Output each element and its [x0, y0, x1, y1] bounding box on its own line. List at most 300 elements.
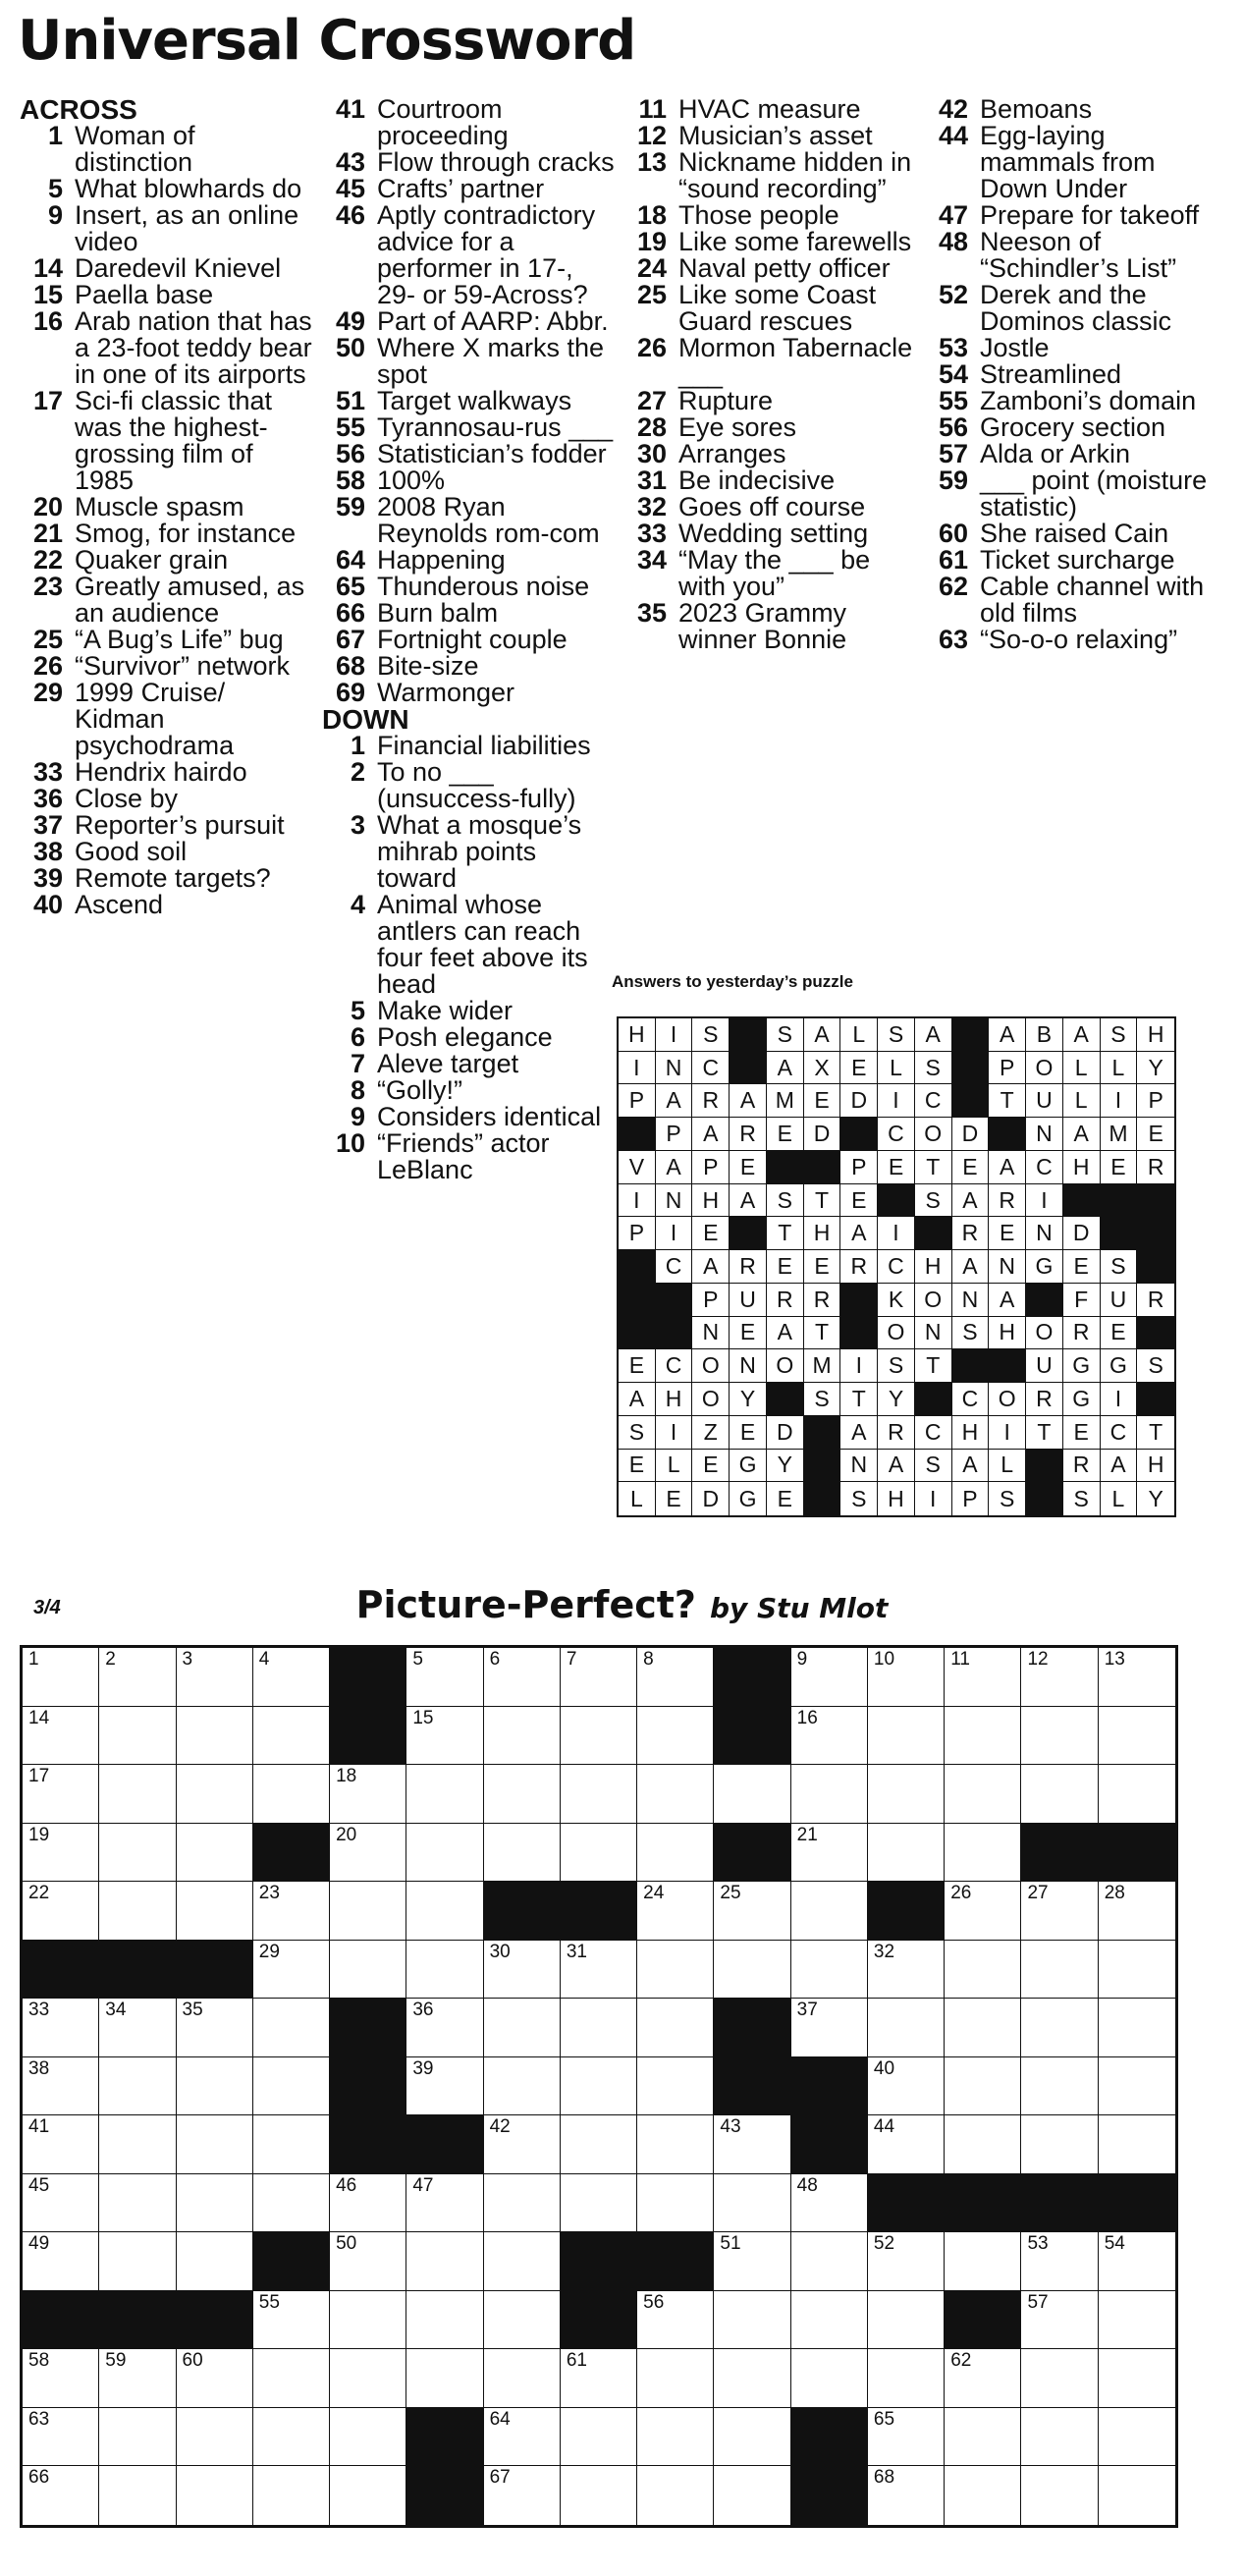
- puzzle-cell[interactable]: [791, 1999, 868, 2057]
- puzzle-cell[interactable]: [1099, 1765, 1175, 1824]
- puzzle-cell[interactable]: [253, 2174, 330, 2233]
- puzzle-cell[interactable]: [1099, 1882, 1175, 1941]
- puzzle-cell[interactable]: [637, 1765, 714, 1824]
- cell-number: 3: [182, 1649, 193, 1670]
- puzzle-cell[interactable]: [330, 2466, 406, 2525]
- puzzle-cell[interactable]: [484, 1999, 561, 2057]
- puzzle-cell[interactable]: [637, 1824, 714, 1883]
- puzzle-cell[interactable]: [253, 2408, 330, 2467]
- puzzle-cell[interactable]: [253, 2349, 330, 2408]
- puzzle-cell[interactable]: [868, 2466, 945, 2525]
- clue-number: 54: [938, 359, 968, 389]
- clue-number: 46: [335, 200, 365, 230]
- puzzle-cell[interactable]: [330, 2232, 406, 2291]
- puzzle-cell[interactable]: [868, 2057, 945, 2116]
- puzzle-cell[interactable]: [23, 1824, 99, 1883]
- puzzle-cell[interactable]: [177, 2232, 253, 2291]
- puzzle-cell[interactable]: [1021, 2291, 1098, 2350]
- puzzle-cell[interactable]: [1099, 1648, 1175, 1707]
- answer-cell: E: [1063, 1416, 1101, 1450]
- clue-number: 59: [335, 492, 365, 521]
- puzzle-cell[interactable]: [1021, 2057, 1098, 2116]
- puzzle-cell[interactable]: [1099, 2349, 1175, 2408]
- puzzle-cell[interactable]: [406, 1765, 483, 1824]
- down-clue: [322, 1024, 617, 1051]
- clue-number: 32: [636, 492, 667, 521]
- puzzle-cell[interactable]: [791, 1765, 868, 1824]
- answer-black-square: [767, 1151, 804, 1184]
- puzzle-cell[interactable]: [868, 2115, 945, 2174]
- puzzle-cell[interactable]: [561, 2466, 637, 2525]
- puzzle-cell[interactable]: [177, 2057, 253, 2116]
- puzzle-cell[interactable]: [868, 1999, 945, 2057]
- puzzle-cell[interactable]: [23, 2232, 99, 2291]
- clue-text: Rupture: [678, 386, 774, 415]
- puzzle-cell[interactable]: [791, 1824, 868, 1883]
- puzzle-cell[interactable]: [637, 1941, 714, 2000]
- puzzle-cell[interactable]: [714, 2115, 790, 2174]
- puzzle-cell[interactable]: [406, 2291, 483, 2350]
- across-clue: [20, 786, 314, 812]
- puzzle-cell[interactable]: [23, 1765, 99, 1824]
- puzzle-cell[interactable]: [868, 1824, 945, 1883]
- answer-cell: E: [656, 1482, 693, 1515]
- answer-cell: H: [656, 1383, 693, 1416]
- puzzle-cell[interactable]: [253, 1999, 330, 2057]
- puzzle-cell[interactable]: [714, 1882, 790, 1941]
- puzzle-cell[interactable]: [406, 1648, 483, 1707]
- puzzle-cell[interactable]: [791, 2349, 868, 2408]
- puzzle-cell[interactable]: [23, 2174, 99, 2233]
- puzzle-cell[interactable]: [714, 1941, 790, 2000]
- puzzle-cell[interactable]: [637, 2466, 714, 2525]
- puzzle-cell[interactable]: [406, 1999, 483, 2057]
- answer-black-square: [840, 1118, 878, 1151]
- puzzle-cell[interactable]: [484, 1765, 561, 1824]
- clue-text: Aleve target: [377, 1049, 519, 1078]
- puzzle-cell[interactable]: [99, 2174, 176, 2233]
- puzzle-cell[interactable]: [791, 2174, 868, 2233]
- clue-text: Eye sores: [678, 412, 797, 442]
- puzzle-cell[interactable]: [253, 2115, 330, 2174]
- puzzle-cell[interactable]: [1021, 2349, 1098, 2408]
- answer-cell: C: [915, 1084, 952, 1118]
- answer-cell: H: [1063, 1151, 1101, 1184]
- puzzle-cell[interactable]: [637, 2174, 714, 2233]
- puzzle-cell[interactable]: [330, 2349, 406, 2408]
- puzzle-cell[interactable]: [406, 1941, 483, 2000]
- answer-cell: S: [915, 1450, 952, 1483]
- down-heading: DOWN: [322, 704, 409, 735]
- across-clue: [20, 812, 314, 839]
- clue-number: 33: [32, 757, 63, 787]
- answer-black-square: [1026, 1450, 1063, 1483]
- puzzle-cell[interactable]: [99, 1707, 176, 1766]
- puzzle-cell[interactable]: [23, 1882, 99, 1941]
- answer-cell: R: [730, 1250, 767, 1284]
- puzzle-cell[interactable]: [99, 1765, 176, 1824]
- cell-number: 57: [1027, 2291, 1049, 2313]
- puzzle-cell[interactable]: [791, 1882, 868, 1941]
- puzzle-cell[interactable]: [253, 1765, 330, 1824]
- across-clue: [20, 388, 314, 494]
- puzzle-cell[interactable]: [253, 1882, 330, 1941]
- puzzle-cell[interactable]: [637, 2291, 714, 2350]
- answer-cell: U: [1101, 1284, 1138, 1317]
- across-clue: [322, 176, 617, 202]
- down-clue: [623, 441, 918, 467]
- answer-cell: G: [1026, 1250, 1063, 1284]
- puzzle-cell[interactable]: [714, 2174, 790, 2233]
- puzzle-cell[interactable]: [406, 2057, 483, 2116]
- puzzle-cell[interactable]: [561, 1765, 637, 1824]
- puzzle-cell[interactable]: [868, 1941, 945, 2000]
- puzzle-cell[interactable]: [406, 2174, 483, 2233]
- puzzle-cell[interactable]: [484, 1824, 561, 1883]
- answer-cell: S: [878, 1018, 915, 1052]
- puzzle-cell[interactable]: [561, 2057, 637, 2116]
- answer-cell: A: [952, 1450, 990, 1483]
- puzzle-cell[interactable]: [253, 1941, 330, 2000]
- puzzle-cell[interactable]: [484, 1648, 561, 1707]
- puzzle-cell[interactable]: [99, 1648, 176, 1707]
- cell-number: 25: [720, 1883, 741, 1904]
- clue-number: 23: [32, 572, 63, 601]
- answer-cell: A: [989, 1284, 1026, 1317]
- clue-number: 67: [335, 625, 365, 654]
- answer-black-square: [989, 1118, 1026, 1151]
- puzzle-cell[interactable]: [484, 2408, 561, 2467]
- down-clue: [623, 494, 918, 521]
- answer-cell: S: [915, 1052, 952, 1085]
- clue-text: Muscle spasm: [75, 492, 244, 521]
- puzzle-cell[interactable]: [561, 1707, 637, 1766]
- clue-text: Bite-size: [377, 651, 479, 681]
- cell-number: 19: [28, 1824, 50, 1845]
- puzzle-cell[interactable]: [406, 2232, 483, 2291]
- down-clue: [623, 149, 918, 202]
- across-clue: [322, 202, 617, 308]
- puzzle-cell[interactable]: [99, 1882, 176, 1941]
- puzzle-cell[interactable]: [1099, 2232, 1175, 2291]
- clue-text: Crafts’ partner: [377, 174, 545, 203]
- cell-number: 50: [336, 2233, 357, 2255]
- clue-text: Reporter’s pursuit: [75, 810, 285, 840]
- answer-cell: O: [878, 1317, 915, 1350]
- puzzle-cell[interactable]: [791, 2232, 868, 2291]
- clue-text: “Golly!”: [377, 1075, 462, 1105]
- answer-cell: A: [952, 1250, 990, 1284]
- puzzle-cell[interactable]: [945, 2115, 1021, 2174]
- puzzle-cell[interactable]: [714, 2466, 790, 2525]
- puzzle-cell[interactable]: [99, 2057, 176, 2116]
- across-clue: [20, 574, 314, 627]
- black-square: [177, 2291, 253, 2350]
- puzzle-cell[interactable]: [99, 1824, 176, 1883]
- puzzle-cell[interactable]: [23, 2115, 99, 2174]
- clue-text: Animal whose antlers can reach four feet above its head: [377, 890, 588, 999]
- puzzle-cell[interactable]: [791, 1707, 868, 1766]
- puzzle-cell[interactable]: [99, 1999, 176, 2057]
- puzzle-cell[interactable]: [253, 1648, 330, 1707]
- puzzle-cell[interactable]: [484, 2466, 561, 2525]
- puzzle-cell[interactable]: [561, 2349, 637, 2408]
- puzzle-cell[interactable]: [637, 2349, 714, 2408]
- puzzle-cell[interactable]: [561, 2408, 637, 2467]
- answer-cell: E: [1101, 1151, 1138, 1184]
- puzzle-cell[interactable]: [1099, 2291, 1175, 2350]
- puzzle-cell[interactable]: [23, 1707, 99, 1766]
- answer-cell: G: [730, 1450, 767, 1483]
- puzzle-cell[interactable]: [714, 2291, 790, 2350]
- clue-number: 50: [335, 333, 365, 362]
- puzzle-cell[interactable]: [637, 2408, 714, 2467]
- puzzle-cell[interactable]: [406, 1707, 483, 1766]
- puzzle-cell[interactable]: [484, 2349, 561, 2408]
- puzzle-cell[interactable]: [1021, 1941, 1098, 2000]
- across-clue: [20, 521, 314, 547]
- answer-cell: N: [915, 1317, 952, 1350]
- puzzle-cell[interactable]: [99, 2466, 176, 2525]
- answer-cell: N: [840, 1450, 878, 1483]
- puzzle-cell[interactable]: [23, 2408, 99, 2467]
- clue-text: Warmonger: [377, 678, 515, 707]
- clue-number: 57: [938, 439, 968, 468]
- answer-cell: A: [878, 1450, 915, 1483]
- puzzle-cell[interactable]: [791, 1941, 868, 2000]
- puzzle-byline: by Stu Mlot: [709, 1592, 889, 1624]
- puzzle-cell[interactable]: [484, 2057, 561, 2116]
- puzzle-cell[interactable]: [177, 1999, 253, 2057]
- puzzle-cell[interactable]: [1099, 2115, 1175, 2174]
- puzzle-cell[interactable]: [1021, 1882, 1098, 1941]
- puzzle-cell[interactable]: [23, 2057, 99, 2116]
- answer-cell: N: [989, 1250, 1026, 1284]
- puzzle-cell[interactable]: [637, 1882, 714, 1941]
- puzzle-cell[interactable]: [177, 2466, 253, 2525]
- answer-cell: Y: [1148, 1485, 1163, 1511]
- answer-black-square: [915, 1217, 952, 1250]
- black-square: [714, 1999, 790, 2057]
- puzzle-cell[interactable]: [1099, 1999, 1175, 2057]
- puzzle-cell[interactable]: [330, 1765, 406, 1824]
- answer-cell: T: [915, 1349, 952, 1383]
- puzzle-cell[interactable]: [253, 2291, 330, 2350]
- puzzle-cell[interactable]: [23, 1999, 99, 2057]
- puzzle-cell[interactable]: [1021, 1999, 1098, 2057]
- puzzle-cell[interactable]: [177, 1882, 253, 1941]
- cell-number: 52: [873, 2233, 895, 2255]
- puzzle-cell[interactable]: [868, 1648, 945, 1707]
- clue-number: 26: [636, 333, 667, 362]
- puzzle-cell[interactable]: [406, 1824, 483, 1883]
- answer-black-square: [804, 1482, 841, 1515]
- puzzle-cell[interactable]: [177, 2349, 253, 2408]
- puzzle-cell[interactable]: [484, 1941, 561, 2000]
- puzzle-cell[interactable]: [1099, 1941, 1175, 2000]
- answer-cell: H: [989, 1317, 1026, 1350]
- puzzle-cell[interactable]: [637, 1707, 714, 1766]
- puzzle-cell[interactable]: [1099, 1707, 1175, 1766]
- down-clue: [623, 255, 918, 282]
- answer-cell: S: [1101, 1250, 1138, 1284]
- puzzle-cell[interactable]: [1099, 2408, 1175, 2467]
- answer-cell: D: [692, 1482, 730, 1515]
- cell-number: 34: [105, 2000, 127, 2021]
- down-clue: [623, 282, 918, 335]
- cell-number: 21: [796, 1824, 818, 1845]
- answer-cell: O: [1026, 1052, 1063, 1085]
- puzzle-cell[interactable]: [99, 2232, 176, 2291]
- cell-number: 60: [182, 2350, 203, 2372]
- puzzle-cell[interactable]: [945, 1765, 1021, 1824]
- puzzle-cell[interactable]: [561, 1648, 637, 1707]
- puzzle-cell[interactable]: [945, 2408, 1021, 2467]
- black-square: [791, 2057, 868, 2116]
- cell-number: 49: [28, 2233, 50, 2255]
- across-clue: [20, 308, 314, 388]
- puzzle-cell[interactable]: [406, 2349, 483, 2408]
- puzzle-cell[interactable]: [99, 2408, 176, 2467]
- puzzle-cell[interactable]: [868, 2291, 945, 2350]
- down-clue: [925, 229, 1219, 282]
- puzzle-cell[interactable]: [99, 2349, 176, 2408]
- puzzle-cell[interactable]: [23, 2466, 99, 2525]
- puzzle-cell[interactable]: [868, 2349, 945, 2408]
- clue-text: Quaker grain: [75, 545, 229, 575]
- puzzle-cell[interactable]: [484, 2291, 561, 2350]
- puzzle-cell[interactable]: [714, 1765, 790, 1824]
- puzzle-cell[interactable]: [484, 2115, 561, 2174]
- puzzle-cell[interactable]: [791, 2291, 868, 2350]
- puzzle-cell[interactable]: [484, 2232, 561, 2291]
- clue-text: Neeson of “Schindler’s List”: [980, 227, 1177, 283]
- clue-text: Nickname hidden in “sound recording”: [678, 147, 912, 203]
- clue-number: 8: [350, 1075, 365, 1105]
- answer-cell: T: [804, 1317, 841, 1350]
- puzzle-cell[interactable]: [177, 2115, 253, 2174]
- puzzle-cell[interactable]: [177, 1765, 253, 1824]
- puzzle-cell[interactable]: [177, 1707, 253, 1766]
- puzzle-cell[interactable]: [484, 2174, 561, 2233]
- puzzle-cell[interactable]: [1021, 2232, 1098, 2291]
- puzzle-cell[interactable]: [561, 2174, 637, 2233]
- puzzle-cell[interactable]: [637, 2115, 714, 2174]
- clue-text: Make wider: [377, 996, 514, 1025]
- puzzle-cell[interactable]: [330, 2174, 406, 2233]
- puzzle-cell[interactable]: [561, 1999, 637, 2057]
- puzzle-cell[interactable]: [945, 2232, 1021, 2291]
- across-clue: [20, 653, 314, 680]
- puzzle-cell[interactable]: [868, 1765, 945, 1824]
- puzzle-cell[interactable]: [23, 1648, 99, 1707]
- puzzle-cell[interactable]: [99, 2115, 176, 2174]
- puzzle-cell[interactable]: [945, 1707, 1021, 1766]
- puzzle-cell[interactable]: [561, 2115, 637, 2174]
- puzzle-cell[interactable]: [945, 2349, 1021, 2408]
- black-square: [561, 2232, 637, 2291]
- puzzle-cell[interactable]: [714, 2408, 790, 2467]
- answer-cell: Y: [767, 1450, 804, 1483]
- puzzle-cell[interactable]: [637, 2057, 714, 2116]
- cell-number: 48: [796, 2174, 818, 2196]
- puzzle-cell[interactable]: [177, 1824, 253, 1883]
- puzzle-cell[interactable]: [945, 1824, 1021, 1883]
- puzzle-cell[interactable]: [868, 1707, 945, 1766]
- puzzle-cell[interactable]: [1021, 2466, 1098, 2525]
- black-square: [330, 1648, 406, 1707]
- puzzle-cell[interactable]: [868, 2408, 945, 2467]
- puzzle-cell[interactable]: [330, 1882, 406, 1941]
- answer-cell: R: [878, 1416, 915, 1450]
- clue-number: 42: [938, 94, 968, 124]
- puzzle-cell[interactable]: [484, 1707, 561, 1766]
- puzzle-cell[interactable]: [945, 1648, 1021, 1707]
- answer-cell: E: [840, 1184, 878, 1218]
- puzzle-cell[interactable]: [791, 1648, 868, 1707]
- clue-text: To no ___ (unsuccess-fully): [377, 757, 576, 813]
- across-clue: [322, 414, 617, 441]
- puzzle-cell[interactable]: [1021, 1707, 1098, 1766]
- puzzle-cell[interactable]: [945, 1882, 1021, 1941]
- puzzle-cell[interactable]: [714, 2232, 790, 2291]
- puzzle-cell[interactable]: [1021, 2408, 1098, 2467]
- clue-number: 47: [938, 200, 968, 230]
- answer-cell: A: [989, 1151, 1026, 1184]
- puzzle-cell[interactable]: [330, 1941, 406, 2000]
- puzzle-cell[interactable]: [253, 2466, 330, 2525]
- puzzle-cell[interactable]: [868, 2232, 945, 2291]
- puzzle-cell[interactable]: [253, 2057, 330, 2116]
- puzzle-cell[interactable]: [330, 2291, 406, 2350]
- puzzle-cell[interactable]: [945, 1941, 1021, 2000]
- puzzle-cell[interactable]: [253, 1707, 330, 1766]
- puzzle-cell[interactable]: [177, 1648, 253, 1707]
- answer-cell: N: [1026, 1217, 1063, 1250]
- puzzle-cell[interactable]: [637, 1999, 714, 2057]
- puzzle-cell[interactable]: [330, 1824, 406, 1883]
- puzzle-cell[interactable]: [1099, 2466, 1175, 2525]
- puzzle-cell[interactable]: [637, 1648, 714, 1707]
- answer-cell: H: [952, 1416, 990, 1450]
- black-square: [1021, 1824, 1098, 1883]
- puzzle-cell[interactable]: [23, 2349, 99, 2408]
- puzzle-cell[interactable]: [945, 2466, 1021, 2525]
- clue-number: 25: [636, 280, 667, 309]
- puzzle-cell[interactable]: [1021, 1648, 1098, 1707]
- black-square: [177, 1941, 253, 2000]
- puzzle-cell[interactable]: [406, 1882, 483, 1941]
- black-square: [1021, 2174, 1098, 2233]
- puzzle-cell[interactable]: [945, 1999, 1021, 2057]
- answer-cell: T: [915, 1151, 952, 1184]
- puzzle-cell[interactable]: [945, 2057, 1021, 2116]
- puzzle-cell[interactable]: [177, 2408, 253, 2467]
- puzzle-cell[interactable]: [561, 1941, 637, 2000]
- puzzle-grid[interactable]: [20, 1645, 1178, 2528]
- puzzle-cell[interactable]: [1021, 1765, 1098, 1824]
- puzzle-cell[interactable]: [561, 1824, 637, 1883]
- puzzle-cell[interactable]: [714, 2349, 790, 2408]
- across-clue: [322, 96, 617, 149]
- puzzle-cell[interactable]: [177, 2174, 253, 2233]
- clue-number: 41: [335, 94, 365, 124]
- puzzle-cell[interactable]: [330, 2408, 406, 2467]
- answer-cell: A: [619, 1383, 656, 1416]
- answer-cell: C: [656, 1349, 693, 1383]
- puzzle-cell[interactable]: [1099, 2057, 1175, 2116]
- puzzle-cell[interactable]: [1021, 2115, 1098, 2174]
